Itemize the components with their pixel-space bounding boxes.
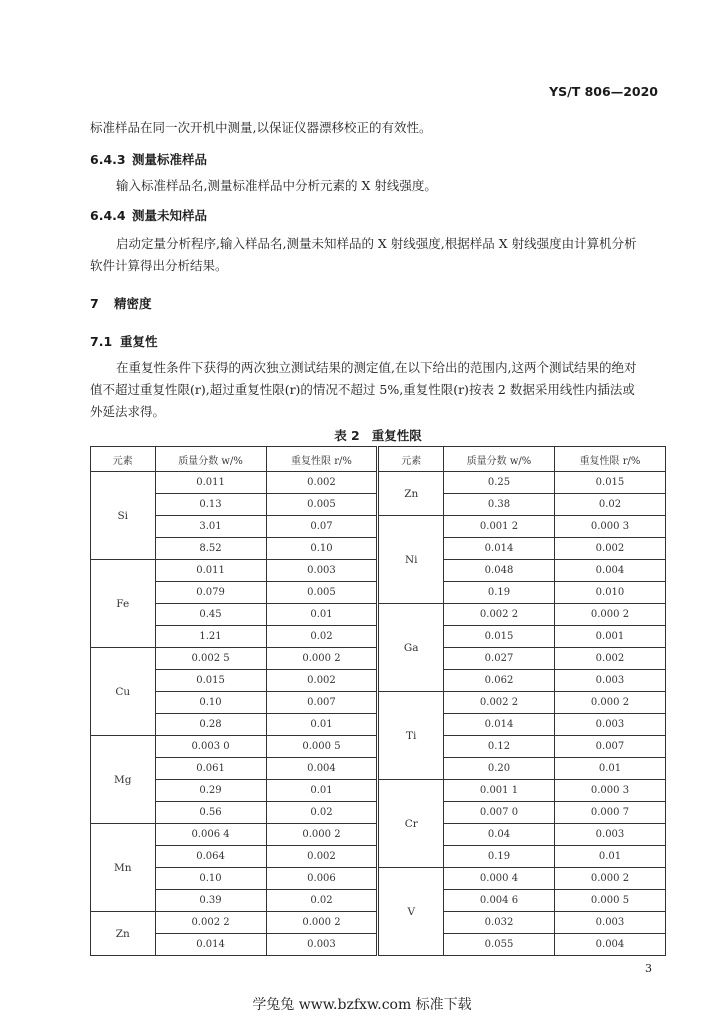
header-element: 元素 bbox=[379, 447, 444, 472]
footer-watermark: 学兔兔 www.bzfxw.com 标准下载 bbox=[252, 997, 472, 1013]
section-7-1-body-line3: 外延法求得。 bbox=[90, 404, 166, 419]
repeatability-limit-cell: 0.000 2 bbox=[266, 912, 377, 934]
table-row bbox=[91, 494, 666, 516]
column-gap bbox=[377, 582, 379, 604]
mass-fraction-cell: 0.015 bbox=[155, 670, 266, 692]
repeatability-limit-cell: 0.000 2 bbox=[554, 604, 665, 626]
table-row bbox=[91, 692, 666, 714]
column-gap bbox=[377, 670, 379, 692]
repeatability-limit-cell: 0.010 bbox=[554, 582, 665, 604]
document-code: YS/T 806—2020 bbox=[549, 84, 658, 99]
table-row bbox=[91, 890, 666, 912]
header-mass-fraction: 质量分数 w/% bbox=[444, 447, 555, 472]
element-cell: Zn bbox=[91, 912, 156, 956]
element-cell: Cu bbox=[91, 648, 156, 736]
mass-fraction-cell: 0.001 2 bbox=[444, 516, 555, 538]
table-row bbox=[91, 802, 666, 824]
repeatability-limit-cell: 0.007 bbox=[266, 692, 377, 714]
section-7-heading bbox=[90, 294, 152, 312]
mass-fraction-cell: 0.29 bbox=[155, 780, 266, 802]
intro-paragraph: 标准样品在同一次开机中测量,以保证仪器漂移校正的有效性。 bbox=[90, 120, 432, 135]
repeatability-limit-cell: 0.003 bbox=[554, 670, 665, 692]
mass-fraction-cell: 0.055 bbox=[444, 934, 555, 956]
mass-fraction-cell: 0.04 bbox=[444, 824, 555, 846]
mass-fraction-cell: 3.01 bbox=[155, 516, 266, 538]
repeatability-limit-cell: 0.000 5 bbox=[266, 736, 377, 758]
section-title: 测量未知样品 bbox=[132, 208, 208, 223]
mass-fraction-cell: 0.048 bbox=[444, 560, 555, 582]
mass-fraction-cell: 0.10 bbox=[155, 692, 266, 714]
repeatability-limit-cell: 0.003 bbox=[554, 714, 665, 736]
mass-fraction-cell: 0.032 bbox=[444, 912, 555, 934]
repeatability-limit-cell: 0.000 2 bbox=[554, 692, 665, 714]
header-element: 元素 bbox=[91, 447, 156, 472]
repeatability-limit-cell: 0.004 bbox=[266, 758, 377, 780]
table-row bbox=[91, 626, 666, 648]
section-7-1-body-line2: 值不超过重复性限(r),超过重复性限(r)的情况不超过 5%,重复性限(r)按表 2 数据采用线性内插法或 bbox=[90, 382, 635, 397]
mass-fraction-cell: 0.19 bbox=[444, 582, 555, 604]
mass-fraction-cell: 0.061 bbox=[155, 758, 266, 780]
column-gap bbox=[377, 890, 379, 912]
mass-fraction-cell: 0.014 bbox=[155, 934, 266, 956]
mass-fraction-cell: 0.38 bbox=[444, 494, 555, 516]
column-gap bbox=[377, 736, 379, 758]
mass-fraction-cell: 0.56 bbox=[155, 802, 266, 824]
element-cell: Ti bbox=[379, 692, 444, 780]
column-gap bbox=[377, 934, 379, 956]
mass-fraction-cell: 0.004 6 bbox=[444, 890, 555, 912]
repeatability-limit-cell: 0.000 7 bbox=[554, 802, 665, 824]
table-row bbox=[91, 934, 666, 956]
repeatability-limit-cell: 0.000 2 bbox=[554, 868, 665, 890]
section-6-4-3-heading bbox=[90, 150, 207, 168]
repeatability-limit-cell: 0.02 bbox=[266, 890, 377, 912]
column-gap bbox=[377, 626, 379, 648]
table-row bbox=[91, 472, 666, 494]
repeatability-limit-cell: 0.006 bbox=[266, 868, 377, 890]
column-gap bbox=[377, 538, 379, 560]
repeatability-table bbox=[90, 446, 666, 956]
table-row bbox=[91, 648, 666, 670]
repeatability-limit-cell: 0.001 bbox=[554, 626, 665, 648]
mass-fraction-cell: 0.19 bbox=[444, 846, 555, 868]
section-title: 精密度 bbox=[114, 296, 152, 311]
element-cell: Si bbox=[91, 472, 156, 560]
repeatability-limit-cell: 0.002 bbox=[266, 472, 377, 494]
column-gap bbox=[377, 494, 379, 516]
column-gap bbox=[377, 912, 379, 934]
table-row bbox=[91, 670, 666, 692]
repeatability-limit-cell: 0.01 bbox=[554, 846, 665, 868]
mass-fraction-cell: 0.002 5 bbox=[155, 648, 266, 670]
mass-fraction-cell: 0.45 bbox=[155, 604, 266, 626]
table-caption-number: 表 2 bbox=[334, 428, 360, 443]
repeatability-limit-cell: 0.10 bbox=[266, 538, 377, 560]
table-row bbox=[91, 758, 666, 780]
mass-fraction-cell: 0.28 bbox=[155, 714, 266, 736]
repeatability-limit-cell: 0.007 bbox=[554, 736, 665, 758]
mass-fraction-cell: 0.062 bbox=[444, 670, 555, 692]
mass-fraction-cell: 0.011 bbox=[155, 560, 266, 582]
repeatability-limit-cell: 0.004 bbox=[554, 934, 665, 956]
table-row bbox=[91, 582, 666, 604]
table-row bbox=[91, 868, 666, 890]
repeatability-limit-cell: 0.000 5 bbox=[554, 890, 665, 912]
section-number: 6.4.4 bbox=[90, 208, 126, 223]
table-row bbox=[91, 560, 666, 582]
mass-fraction-cell: 0.002 2 bbox=[155, 912, 266, 934]
repeatability-limit-cell: 0.015 bbox=[554, 472, 665, 494]
repeatability-limit-cell: 0.000 2 bbox=[266, 648, 377, 670]
element-cell: V bbox=[379, 868, 444, 956]
section-7-1-body-line1: 在重复性条件下获得的两次独立测试结果的测定值,在以下给出的范围内,这两个测试结果的绝对 bbox=[116, 360, 637, 375]
header-repeatability-limit: 重复性限 r/% bbox=[266, 447, 377, 472]
repeatability-limit-cell: 0.002 bbox=[266, 670, 377, 692]
repeatability-limit-cell: 0.003 bbox=[266, 934, 377, 956]
table-row bbox=[91, 912, 666, 934]
column-gap bbox=[377, 648, 379, 670]
repeatability-limit-cell: 0.01 bbox=[554, 758, 665, 780]
mass-fraction-cell: 0.003 0 bbox=[155, 736, 266, 758]
repeatability-limit-cell: 0.005 bbox=[266, 494, 377, 516]
mass-fraction-cell: 0.007 0 bbox=[444, 802, 555, 824]
repeatability-limit-cell: 0.002 bbox=[266, 846, 377, 868]
header-mass-fraction: 质量分数 w/% bbox=[155, 447, 266, 472]
table-row bbox=[91, 736, 666, 758]
mass-fraction-cell: 0.002 2 bbox=[444, 692, 555, 714]
repeatability-limit-cell: 0.02 bbox=[554, 494, 665, 516]
mass-fraction-cell: 8.52 bbox=[155, 538, 266, 560]
section-6-4-4-body-line2: 软件计算得出分析结果。 bbox=[90, 258, 228, 273]
mass-fraction-cell: 0.12 bbox=[444, 736, 555, 758]
mass-fraction-cell: 0.20 bbox=[444, 758, 555, 780]
repeatability-limit-cell: 0.07 bbox=[266, 516, 377, 538]
mass-fraction-cell: 0.10 bbox=[155, 868, 266, 890]
element-cell: Ga bbox=[379, 604, 444, 692]
mass-fraction-cell: 0.014 bbox=[444, 714, 555, 736]
table-row bbox=[91, 714, 666, 736]
repeatability-limit-cell: 0.003 bbox=[554, 824, 665, 846]
repeatability-limit-cell: 0.003 bbox=[266, 560, 377, 582]
column-gap bbox=[377, 758, 379, 780]
table-row bbox=[91, 604, 666, 626]
section-number: 6.4.3 bbox=[90, 152, 126, 167]
mass-fraction-cell: 0.011 bbox=[155, 472, 266, 494]
element-cell: Mg bbox=[91, 736, 156, 824]
table-body bbox=[91, 472, 666, 956]
column-gap bbox=[377, 846, 379, 868]
repeatability-limit-cell: 0.000 3 bbox=[554, 516, 665, 538]
column-gap bbox=[377, 560, 379, 582]
repeatability-limit-cell: 0.01 bbox=[266, 780, 377, 802]
mass-fraction-cell: 0.079 bbox=[155, 582, 266, 604]
mass-fraction-cell: 0.015 bbox=[444, 626, 555, 648]
mass-fraction-cell: 0.39 bbox=[155, 890, 266, 912]
mass-fraction-cell: 0.13 bbox=[155, 494, 266, 516]
mass-fraction-cell: 0.25 bbox=[444, 472, 555, 494]
mass-fraction-cell: 0.002 2 bbox=[444, 604, 555, 626]
table-row bbox=[91, 824, 666, 846]
mass-fraction-cell: 0.064 bbox=[155, 846, 266, 868]
section-number: 7.1 bbox=[90, 334, 113, 349]
mass-fraction-cell: 0.001 1 bbox=[444, 780, 555, 802]
section-6-4-4-body-line1: 启动定量分析程序,输入样品名,测量未知样品的 X 射线强度,根据样品 X 射线强度由计算机分析 bbox=[116, 236, 637, 251]
mass-fraction-cell: 0.000 4 bbox=[444, 868, 555, 890]
repeatability-limit-cell: 0.005 bbox=[266, 582, 377, 604]
repeatability-limit-cell: 0.003 bbox=[554, 912, 665, 934]
mass-fraction-cell: 0.027 bbox=[444, 648, 555, 670]
mass-fraction-cell: 1.21 bbox=[155, 626, 266, 648]
page-number: 3 bbox=[645, 962, 652, 975]
repeatability-limit-cell: 0.000 3 bbox=[554, 780, 665, 802]
section-title: 重复性 bbox=[120, 334, 158, 349]
mass-fraction-cell: 0.006 4 bbox=[155, 824, 266, 846]
element-cell: Fe bbox=[91, 560, 156, 648]
table-caption bbox=[90, 426, 666, 444]
table-header-row bbox=[91, 447, 666, 472]
column-gap bbox=[377, 824, 379, 846]
element-cell: Ni bbox=[379, 516, 444, 604]
column-gap bbox=[377, 714, 379, 736]
repeatability-limit-cell: 0.02 bbox=[266, 802, 377, 824]
table-caption-title: 重复性限 bbox=[371, 428, 422, 443]
element-cell: Mn bbox=[91, 824, 156, 912]
repeatability-limit-cell: 0.02 bbox=[266, 626, 377, 648]
table-row bbox=[91, 780, 666, 802]
section-7-1-heading bbox=[90, 332, 158, 350]
section-6-4-4-heading bbox=[90, 206, 207, 224]
header-repeatability-limit: 重复性限 r/% bbox=[554, 447, 665, 472]
table-row bbox=[91, 846, 666, 868]
element-cell: Cr bbox=[379, 780, 444, 868]
column-gap bbox=[377, 802, 379, 824]
section-6-4-3-body: 输入标准样品名,测量标准样品中分析元素的 X 射线强度。 bbox=[116, 178, 437, 193]
table-row bbox=[91, 538, 666, 560]
repeatability-limit-cell: 0.002 bbox=[554, 538, 665, 560]
repeatability-limit-cell: 0.01 bbox=[266, 714, 377, 736]
repeatability-limit-cell: 0.002 bbox=[554, 648, 665, 670]
table-row bbox=[91, 516, 666, 538]
repeatability-limit-cell: 0.004 bbox=[554, 560, 665, 582]
repeatability-limit-cell: 0.01 bbox=[266, 604, 377, 626]
section-title: 测量标准样品 bbox=[132, 152, 208, 167]
repeatability-limit-cell: 0.000 2 bbox=[266, 824, 377, 846]
section-number: 7 bbox=[90, 296, 99, 311]
element-cell: Zn bbox=[379, 472, 444, 516]
mass-fraction-cell: 0.014 bbox=[444, 538, 555, 560]
